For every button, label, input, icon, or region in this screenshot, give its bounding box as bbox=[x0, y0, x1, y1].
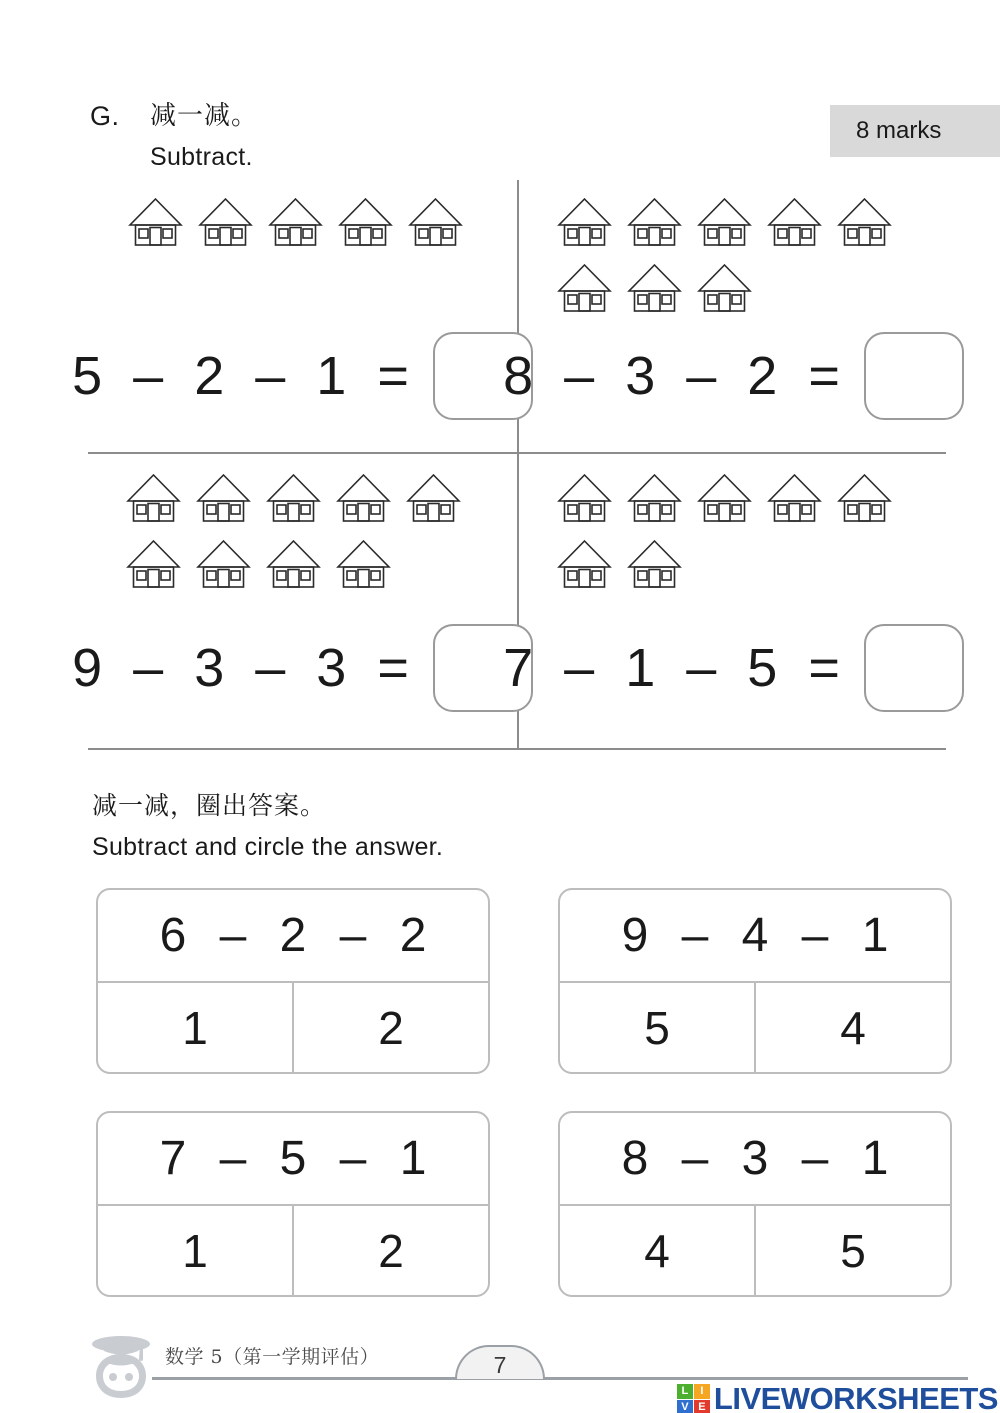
house-icon bbox=[557, 262, 612, 314]
liveworksheets-logo bbox=[677, 1382, 998, 1413]
equation-row-3 bbox=[72, 624, 517, 712]
house-icon bbox=[406, 472, 461, 524]
house-icon bbox=[126, 472, 181, 524]
equation-text: 8 – 3 – 2 = bbox=[503, 346, 848, 406]
card-option-b[interactable]: 5 bbox=[754, 1206, 950, 1295]
house-icon bbox=[198, 196, 253, 248]
card-option-row bbox=[560, 1206, 950, 1295]
house-icon bbox=[697, 196, 752, 248]
house-icon bbox=[767, 472, 822, 524]
equation-text: 9 – 3 – 3 = bbox=[72, 638, 417, 698]
card-option-a[interactable]: 1 bbox=[182, 1001, 208, 1054]
section-letter: G. bbox=[90, 101, 120, 131]
instruction-english: Subtract. bbox=[150, 142, 253, 171]
house-icon bbox=[336, 538, 391, 590]
house-icon bbox=[837, 196, 892, 248]
problem-cell-1 bbox=[72, 180, 517, 452]
problem-grid bbox=[72, 180, 946, 750]
card-option-row bbox=[560, 983, 950, 1072]
card-option-row bbox=[98, 1206, 488, 1295]
house-group-1 bbox=[128, 196, 478, 248]
house-icon bbox=[196, 472, 251, 524]
mid-instruction-english: Subtract and circle the answer. bbox=[92, 832, 444, 861]
problem-cell-3 bbox=[72, 456, 517, 748]
house-icon bbox=[338, 196, 393, 248]
house-icon bbox=[837, 472, 892, 524]
card-option-row bbox=[98, 983, 488, 1072]
problem-cell-4 bbox=[503, 456, 948, 748]
section-header bbox=[90, 100, 790, 173]
footer-divider bbox=[152, 1377, 968, 1380]
marks-badge: 8 marks bbox=[830, 105, 1000, 157]
card-option-b[interactable]: 2 bbox=[292, 983, 488, 1072]
house-icon bbox=[266, 538, 321, 590]
answer-input-2[interactable] bbox=[864, 332, 964, 420]
house-group-2 bbox=[557, 196, 907, 314]
choice-card bbox=[96, 888, 490, 1074]
house-icon bbox=[266, 472, 321, 524]
instruction-chinese: 减一减。 bbox=[150, 101, 259, 131]
equation-text: 7 – 1 – 5 = bbox=[503, 638, 848, 698]
house-icon bbox=[627, 472, 682, 524]
house-icon bbox=[128, 196, 183, 248]
mid-instruction-chinese: 减一减，圈出答案。 bbox=[92, 791, 327, 820]
card-option-a[interactable]: 4 bbox=[644, 1224, 670, 1277]
equation-row-2 bbox=[503, 332, 948, 420]
logo-block-v: V bbox=[677, 1400, 693, 1413]
house-icon bbox=[336, 472, 391, 524]
card-question: 7 – 5 – 1 bbox=[98, 1113, 488, 1206]
house-icon bbox=[557, 196, 612, 248]
problem-cell-2 bbox=[503, 180, 948, 452]
choice-card bbox=[558, 1111, 952, 1297]
house-icon bbox=[767, 196, 822, 248]
card-question: 9 – 4 – 1 bbox=[560, 890, 950, 983]
house-icon bbox=[627, 196, 682, 248]
page-number-badge: 7 bbox=[455, 1345, 545, 1379]
card-option-a[interactable]: 5 bbox=[644, 1001, 670, 1054]
house-icon bbox=[697, 262, 752, 314]
house-icon bbox=[408, 196, 463, 248]
house-group-4 bbox=[557, 472, 907, 590]
card-option-b[interactable]: 4 bbox=[754, 983, 950, 1072]
logo-block-l: L bbox=[677, 1384, 693, 1399]
graduation-cap-mascot-icon bbox=[84, 1332, 158, 1398]
house-icon bbox=[196, 538, 251, 590]
page-footer bbox=[0, 1330, 1000, 1413]
logo-block-e: E bbox=[694, 1400, 710, 1413]
house-icon bbox=[557, 472, 612, 524]
house-icon bbox=[557, 538, 612, 590]
card-question: 6 – 2 – 2 bbox=[98, 890, 488, 983]
equation-text: 5 – 2 – 1 = bbox=[72, 346, 417, 406]
equation-row-4 bbox=[503, 624, 948, 712]
choice-card bbox=[558, 888, 952, 1074]
logo-wordmark: LIVEWORKSHEETS bbox=[713, 1381, 998, 1413]
logo-block-i: I bbox=[694, 1384, 710, 1399]
mid-instructions bbox=[92, 790, 443, 863]
house-group-3 bbox=[126, 472, 476, 590]
house-icon bbox=[627, 262, 682, 314]
choice-card bbox=[96, 1111, 490, 1297]
equation-row-1 bbox=[72, 332, 517, 420]
house-icon bbox=[126, 538, 181, 590]
card-question: 8 – 3 – 1 bbox=[560, 1113, 950, 1206]
footer-label: 数学 5（第一学期评估） bbox=[165, 1346, 380, 1368]
answer-input-4[interactable] bbox=[864, 624, 964, 712]
choice-card-group bbox=[96, 888, 952, 1297]
card-option-a[interactable]: 1 bbox=[182, 1224, 208, 1277]
house-icon bbox=[697, 472, 752, 524]
house-icon bbox=[627, 538, 682, 590]
house-icon bbox=[268, 196, 323, 248]
card-option-b[interactable]: 2 bbox=[292, 1206, 488, 1295]
logo-letter-blocks bbox=[677, 1384, 710, 1413]
